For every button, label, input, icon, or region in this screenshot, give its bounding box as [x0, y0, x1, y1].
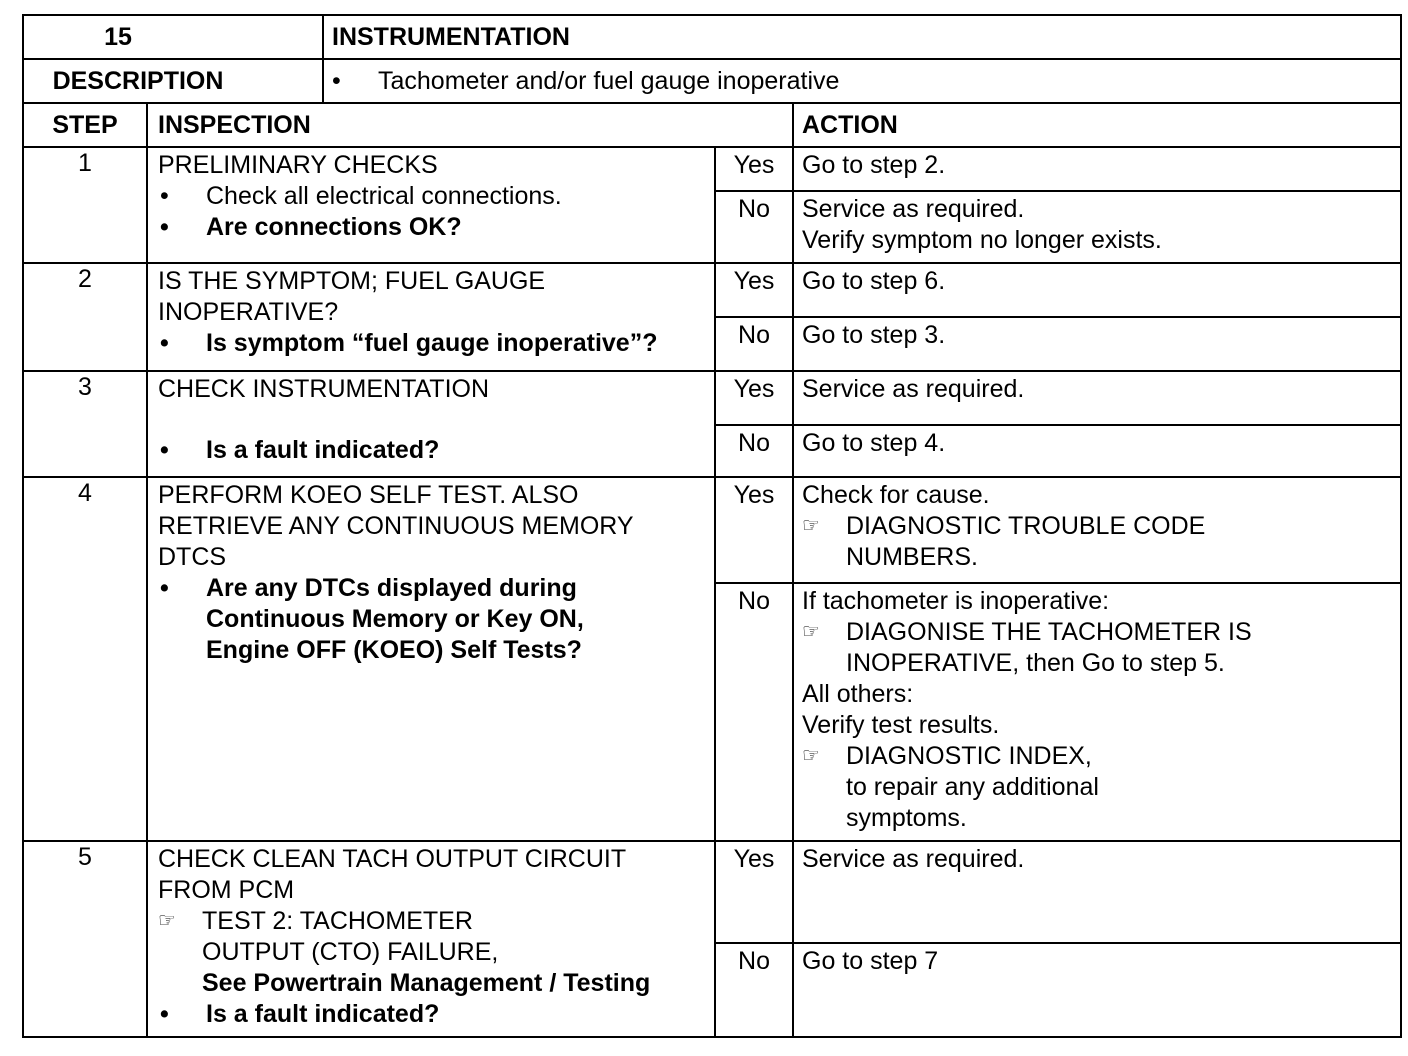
- step-5-yes-row: [23, 841, 1401, 943]
- yes-label: Yes: [715, 841, 793, 943]
- column-action: ACTION: [793, 103, 1401, 147]
- bullet-icon: •: [160, 182, 169, 210]
- list-item: [158, 435, 704, 466]
- diagnostic-table-wrapper: [22, 14, 1400, 1038]
- question-text: Is a fault indicated?: [206, 436, 440, 464]
- reference-text: See Powertrain Management / Testing: [202, 969, 651, 997]
- step-title: RETRIEVE ANY CONTINUOUS MEMORY: [158, 512, 634, 540]
- reference-text: NUMBERS.: [846, 543, 978, 571]
- no-action: Go to step 4.: [793, 425, 1401, 477]
- action-line: All others:: [802, 680, 914, 708]
- column-header-row: [23, 103, 1401, 147]
- bullet-icon: •: [332, 66, 341, 95]
- list-item: [158, 328, 704, 359]
- yes-action: Go to step 6.: [793, 263, 1401, 317]
- reference-text: TEST 2: TACHOMETER: [202, 907, 473, 935]
- step-title: INOPERATIVE?: [158, 298, 339, 326]
- spacer: [158, 405, 704, 435]
- yes-action: Service as required.: [793, 371, 1401, 425]
- question-text: Is a fault indicated?: [206, 1000, 440, 1028]
- reference-text: DIAGNOSTIC INDEX,: [846, 742, 1092, 770]
- no-label: No: [715, 425, 793, 477]
- step-number: 1: [23, 147, 147, 263]
- step-3-yes-row: [23, 371, 1401, 425]
- reference-text: to repair any additional: [846, 773, 1099, 801]
- column-inspection: INSPECTION: [147, 103, 793, 147]
- question-text: Engine OFF (KOEO) Self Tests?: [206, 636, 582, 664]
- step-inspection: [147, 371, 715, 477]
- step-inspection: [147, 147, 715, 263]
- list-item: [158, 573, 704, 666]
- pointing-hand-icon: ☞: [802, 621, 820, 643]
- reference-item: [158, 906, 704, 999]
- list-item: [158, 999, 704, 1030]
- list-item: [158, 181, 704, 212]
- column-step: STEP: [23, 103, 147, 147]
- yes-label: Yes: [715, 477, 793, 583]
- bullet-icon: •: [160, 1000, 169, 1028]
- no-label: No: [715, 191, 793, 263]
- reference-item: [802, 741, 1392, 834]
- no-label: No: [715, 943, 793, 1037]
- reference-item: [802, 617, 1392, 679]
- action-line: Check for cause.: [802, 481, 990, 509]
- yes-action: Go to step 2.: [793, 147, 1401, 191]
- bullet-text: Check all electrical connections.: [206, 182, 562, 210]
- bullet-icon: •: [160, 574, 169, 602]
- step-number: 4: [23, 477, 147, 841]
- yes-label: Yes: [715, 263, 793, 317]
- yes-label: Yes: [715, 147, 793, 191]
- description-row: [23, 59, 1401, 103]
- bullet-icon: •: [160, 329, 169, 357]
- action-line: Service as required.: [802, 195, 1025, 223]
- yes-action: Service as required.: [793, 841, 1401, 943]
- step-title: CHECK CLEAN TACH OUTPUT CIRCUIT: [158, 845, 627, 873]
- question-text: Are any DTCs displayed during: [206, 574, 577, 602]
- no-label: No: [715, 317, 793, 371]
- pointing-hand-icon: ☞: [802, 745, 820, 767]
- yes-action: [793, 477, 1401, 583]
- step-4-yes-row: [23, 477, 1401, 583]
- step-title: IS THE SYMPTOM; FUEL GAUGE: [158, 267, 546, 295]
- step-number: 5: [23, 841, 147, 1037]
- question-text: Are connections OK?: [206, 213, 462, 241]
- description-label: DESCRIPTION: [23, 59, 323, 103]
- step-inspection: [147, 263, 715, 371]
- no-action: Go to step 7: [793, 943, 1401, 1037]
- step-number: 2: [23, 263, 147, 371]
- description-text: Tachometer and/or fuel gauge inoperative: [378, 66, 840, 95]
- reference-text: DIAGONISE THE TACHOMETER IS: [846, 618, 1252, 646]
- reference-text: symptoms.: [846, 804, 967, 832]
- reference-item: [802, 511, 1392, 573]
- reference-text: INOPERATIVE, then Go to step 5.: [846, 649, 1225, 677]
- list-item: [158, 212, 704, 243]
- diagnostic-table: [22, 14, 1402, 1038]
- step-title: CHECK INSTRUMENTATION: [158, 375, 490, 403]
- action-line: Verify test results.: [802, 711, 1000, 739]
- no-action: Go to step 3.: [793, 317, 1401, 371]
- bullet-icon: •: [160, 213, 169, 241]
- step-title: DTCS: [158, 543, 227, 571]
- pointing-hand-icon: ☞: [158, 910, 176, 932]
- no-action: [793, 191, 1401, 263]
- section-header-row: [23, 15, 1401, 59]
- reference-text: DIAGNOSTIC TROUBLE CODE: [846, 512, 1206, 540]
- no-label: No: [715, 583, 793, 841]
- question-text: Is symptom “fuel gauge inoperative”?: [206, 329, 658, 357]
- yes-label: Yes: [715, 371, 793, 425]
- description-cell: [323, 59, 1401, 103]
- section-title: INSTRUMENTATION: [323, 15, 1401, 59]
- step-number: 3: [23, 371, 147, 477]
- question-text: Continuous Memory or Key ON,: [206, 605, 584, 633]
- pointing-hand-icon: ☞: [802, 515, 820, 537]
- step-2-yes-row: [23, 263, 1401, 317]
- section-number: 15: [23, 15, 323, 59]
- no-action: [793, 583, 1401, 841]
- action-line: If tachometer is inoperative:: [802, 587, 1110, 615]
- step-1-yes-row: [23, 147, 1401, 191]
- step-title: FROM PCM: [158, 876, 295, 904]
- bullet-icon: •: [160, 436, 169, 464]
- step-title: PRELIMINARY CHECKS: [158, 151, 438, 179]
- reference-text: OUTPUT (CTO) FAILURE,: [202, 938, 499, 966]
- step-inspection: [147, 841, 715, 1037]
- action-line: Verify symptom no longer exists.: [802, 226, 1162, 254]
- step-title: PERFORM KOEO SELF TEST. ALSO: [158, 481, 579, 509]
- step-inspection: [147, 477, 715, 841]
